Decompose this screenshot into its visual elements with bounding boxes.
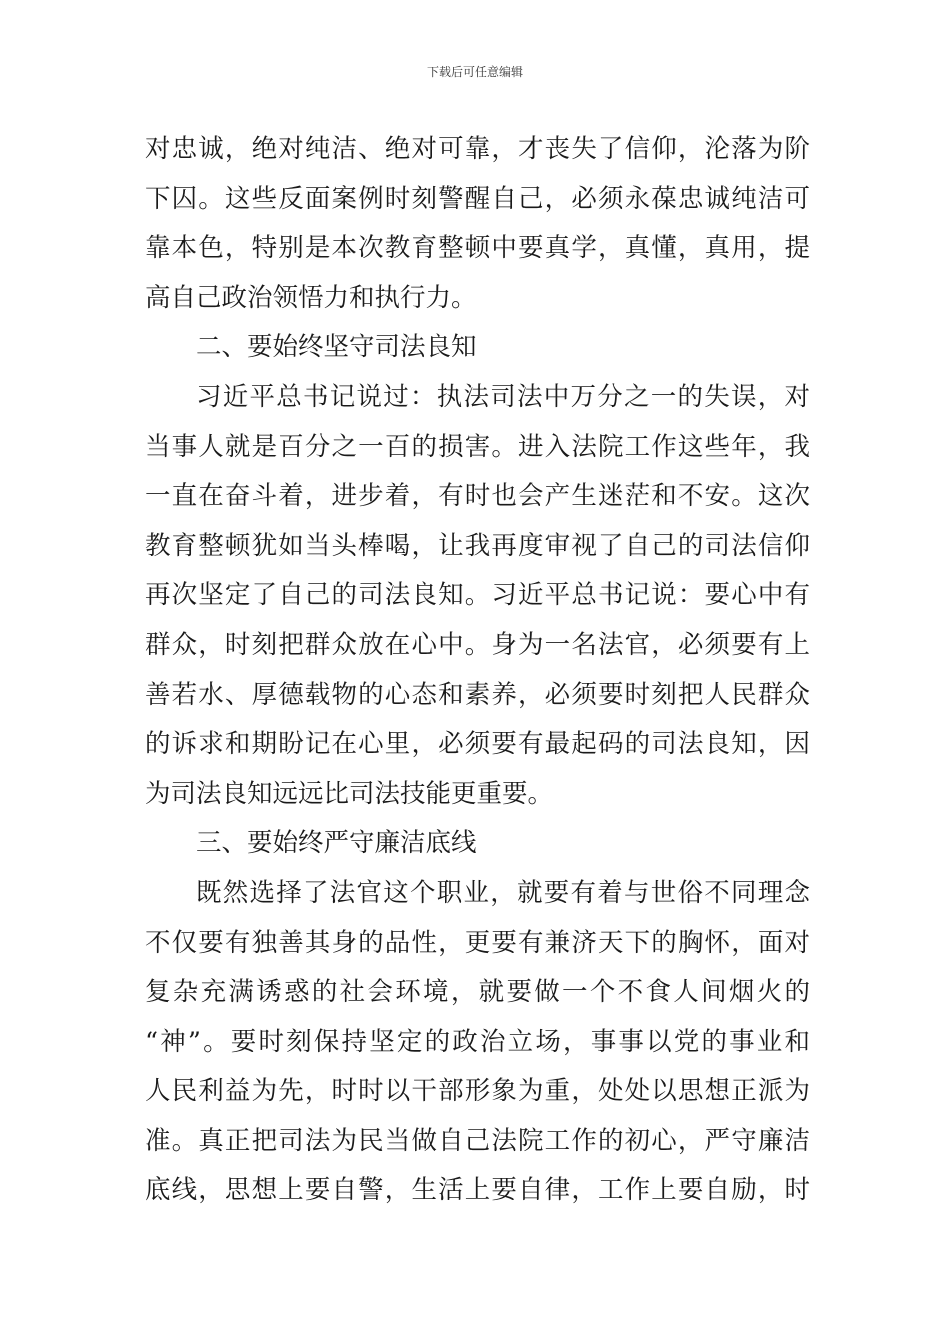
text-line: 对忠诚，绝对纯洁、绝对可靠，才丧失了信仰，沦落为阶 [145,134,810,164]
text-line: 再次坚定了自己的司法良知。习近平总书记说：要心中有 [145,580,810,611]
text-line: 人民利益为先，时时以干部形象为重，处处以思想正派为 [145,1076,810,1107]
text-line: 准。真正把司法为民当做自己法院工作的初心，严守廉洁 [145,1125,810,1156]
text-line: 一直在奋斗着，进步着，有时也会产生迷茫和不安。这次 [145,481,810,512]
text-line: “神”。要时刻保持坚定的政治立场，事事以党的事业和 [145,1026,810,1057]
text-line: 不仅要有独善其身的品性，更要有兼济天下的胸怀，面对 [145,927,810,958]
text-line: 二、要始终坚守司法良知 [196,332,477,363]
page-header: 下载后可任意编辑 [426,65,523,79]
text-line: 下囚。这些反面案例时刻警醒自己，必须永葆忠诚纯洁可 [145,183,810,214]
text-line: 高自己政治领悟力和执行力。 [145,282,477,313]
text-line: 善若水、厚德载物的心态和素养，必须要时刻把人民群众 [145,679,810,710]
text-line: 底线，思想上要自警，生活上要自律，工作上要自励，时 [145,1175,810,1206]
text-line: 既然选择了法官这个职业，就要有着与世俗不同理念 [196,877,810,908]
document-body [145,125,810,1216]
text-line: 靠本色，特别是本次教育整顿中要真学，真懂，真用，提 [145,233,810,264]
text-line: 三、要始终严守廉洁底线 [196,828,477,859]
text-line: 群众，时刻把群众放在心中。身为一名法官，必须要有上 [145,629,810,660]
text-line: 教育整顿犹如当头棒喝，让我再度审视了自己的司法信仰 [145,530,810,561]
text-line: 复杂充满诱惑的社会环境，就要做一个不食人间烟火的 [145,977,810,1008]
text-line: 习近平总书记说过：执法司法中万分之一的失误，对 [196,381,810,412]
text-line: 的诉求和期盼记在心里，必须要有最起码的司法良知，因 [145,729,810,760]
text-line: 当事人就是百分之一百的损害。进入法院工作这些年，我 [145,431,810,462]
text-line: 为司法良知远远比司法技能更重要。 [145,778,554,809]
